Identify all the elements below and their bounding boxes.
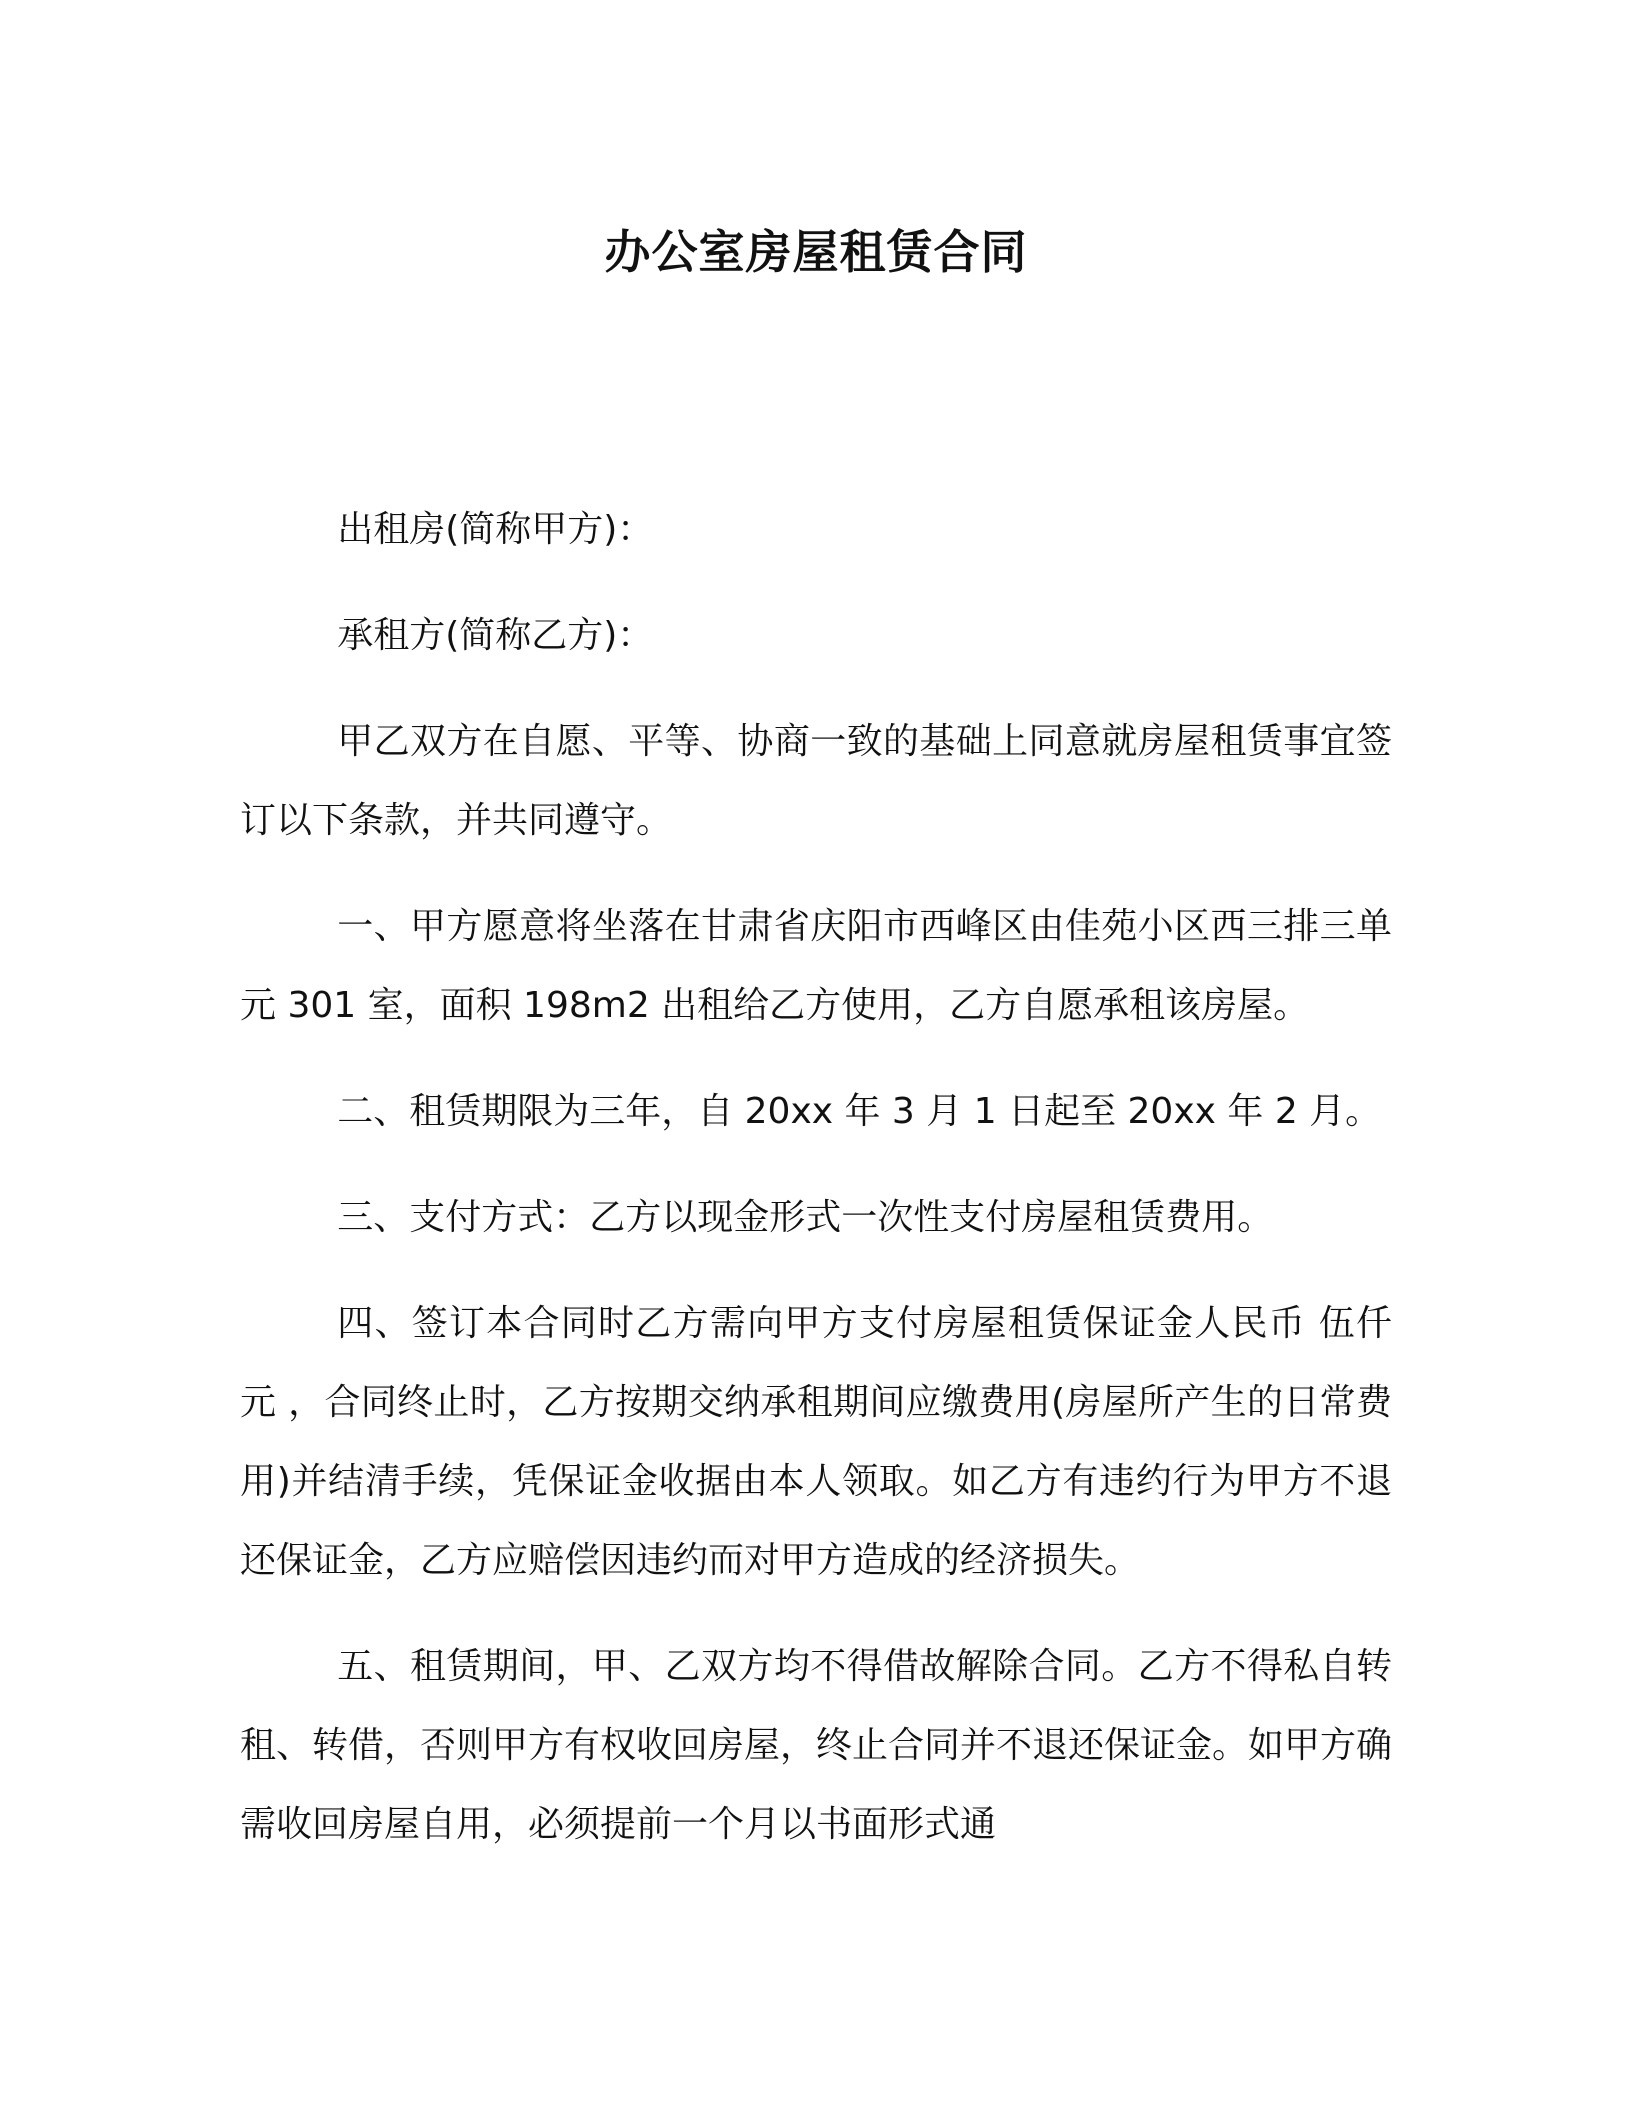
lessee-line: 承租方(简称乙方)：	[337, 615, 654, 656]
clause-5-paragraph: 五、租赁期间，甲、乙双方均不得借故解除合同。乙方不得私自转租、转借，否则甲方有权收回房屋，终止合同并不退还保证金。如甲方确需收回房屋自用，必须提前一个月以书面形式通	[240, 1646, 1393, 1845]
clause-3-paragraph: 三、支付方式：乙方以现金形式一次性支付房屋租赁费用。	[337, 1197, 1274, 1238]
clause-2-paragraph: 二、租赁期限为三年，自 20xx 年 3 月 1 日起至 20xx 年 2 月。	[337, 1091, 1382, 1132]
clause-1-paragraph: 一、甲方愿意将坐落在甘肃省庆阳市西峰区由佳苑小区西三排三单元 301 室，面积 198m2 出租给乙方使用，乙方自愿承租该房屋。	[240, 906, 1392, 1026]
preamble-paragraph: 甲乙双方在自愿、平等、协商一致的基础上同意就房屋租赁事宜签订以下条款，并共同遵守。	[240, 721, 1392, 841]
document-title: 办公室房屋租赁合同	[604, 225, 1028, 279]
lessor-line: 出租房(简称甲方)：	[337, 509, 654, 550]
document-body	[240, 490, 1392, 1891]
clause-4-paragraph: 四、签订本合同时乙方需向甲方支付房屋租赁保证金人民币 伍仟元 ，合同终止时，乙方按期交纳承租期间应缴费用(房屋所产生的日常费用)并结清手续，凭保证金收据由本人领取。如乙方有违约行为甲方不退还保证金，乙方应赔偿因违约而对甲方造成的经济损失。	[240, 1303, 1392, 1581]
